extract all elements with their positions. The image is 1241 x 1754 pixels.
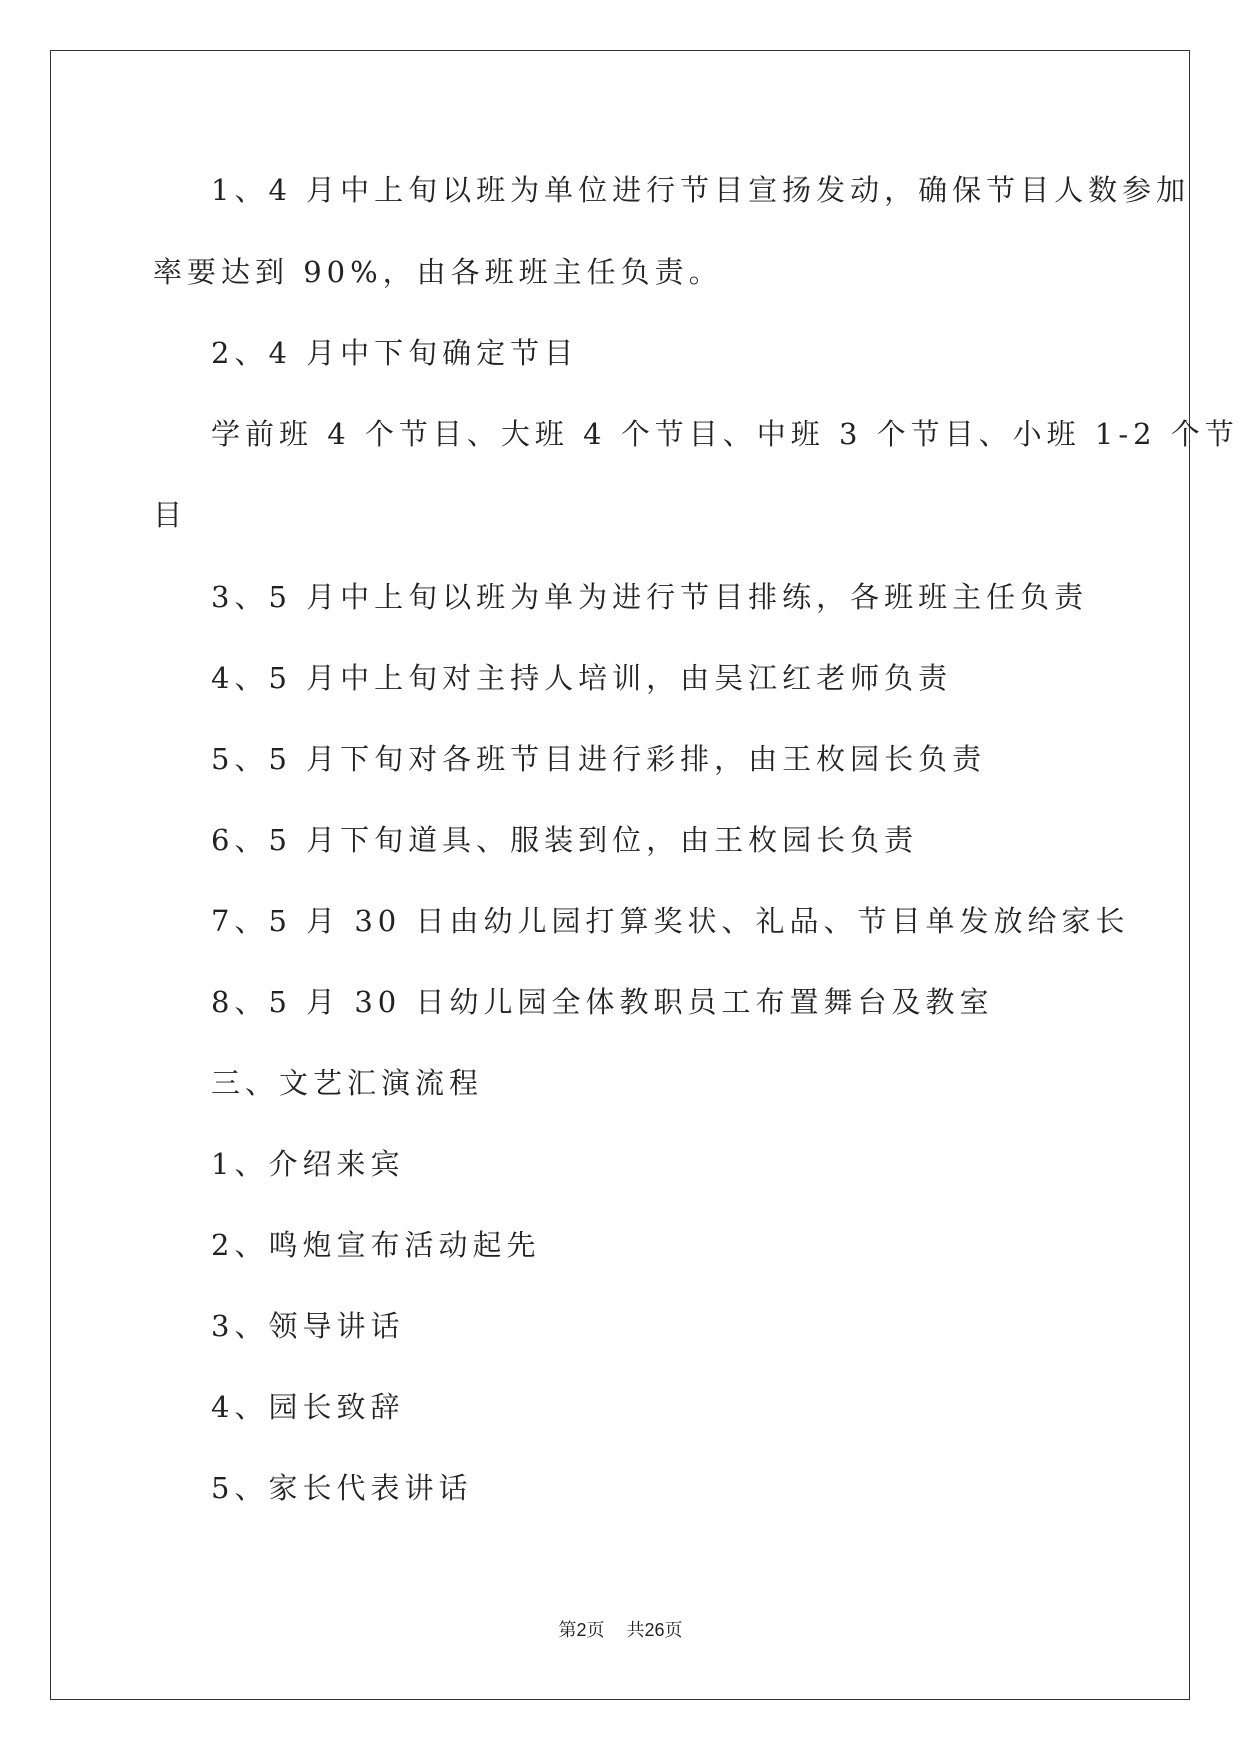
paragraph-line: 4、5 月中上旬对主持人培训，由吴江红老师负责 (211, 661, 953, 695)
paragraph-line: 学前班 4 个节目、大班 4 个节目、中班 3 个节目、小班 1-2 个节 (211, 417, 1239, 451)
paragraph-line: 2、4 月中下旬确定节目 (211, 336, 579, 370)
page-number: 2 (576, 1620, 587, 1640)
paragraph-line: 8、5 月 30 日幼儿园全体教职员工布置舞台及教室 (211, 985, 994, 1019)
paragraph-line: 6、5 月下旬道具、服装到位，由王枚园长负责 (211, 823, 919, 857)
page-prefix: 第 (558, 1620, 577, 1641)
page-footer (0, 1619, 1241, 1642)
paragraph-line: 3、5 月中上旬以班为单为进行节目排练，各班班主任负责 (211, 580, 1089, 614)
total-prefix: 共 (626, 1620, 645, 1641)
section-heading: 三、文艺汇演流程 (211, 1066, 484, 1100)
page-suffix: 页 (586, 1620, 605, 1641)
paragraph-line: 7、5 月 30 日由幼儿园打算奖状、礼品、节目单发放给家长 (211, 904, 1130, 938)
paragraph-line: 1、4 月中上旬以班为单位进行节目宣扬发动，确保节目人数参加 (211, 173, 1191, 207)
total-pages: 26 (644, 1620, 665, 1640)
paragraph-line: 3、领导讲话 (211, 1309, 405, 1343)
paragraph-line: 1、介绍来宾 (211, 1147, 405, 1181)
paragraph-line: 5、5 月下旬对各班节目进行彩排，由王枚园长负责 (211, 742, 987, 776)
total-suffix: 页 (664, 1620, 683, 1641)
paragraph-line: 目 (153, 498, 188, 532)
paragraph-line: 2、鸣炮宣布活动起先 (211, 1228, 541, 1262)
page-border (50, 50, 1190, 1700)
paragraph-line: 5、家长代表讲话 (211, 1471, 473, 1505)
paragraph-line: 率要达到 90%，由各班班主任负责。 (153, 255, 723, 289)
paragraph-line: 4、园长致辞 (211, 1390, 405, 1424)
